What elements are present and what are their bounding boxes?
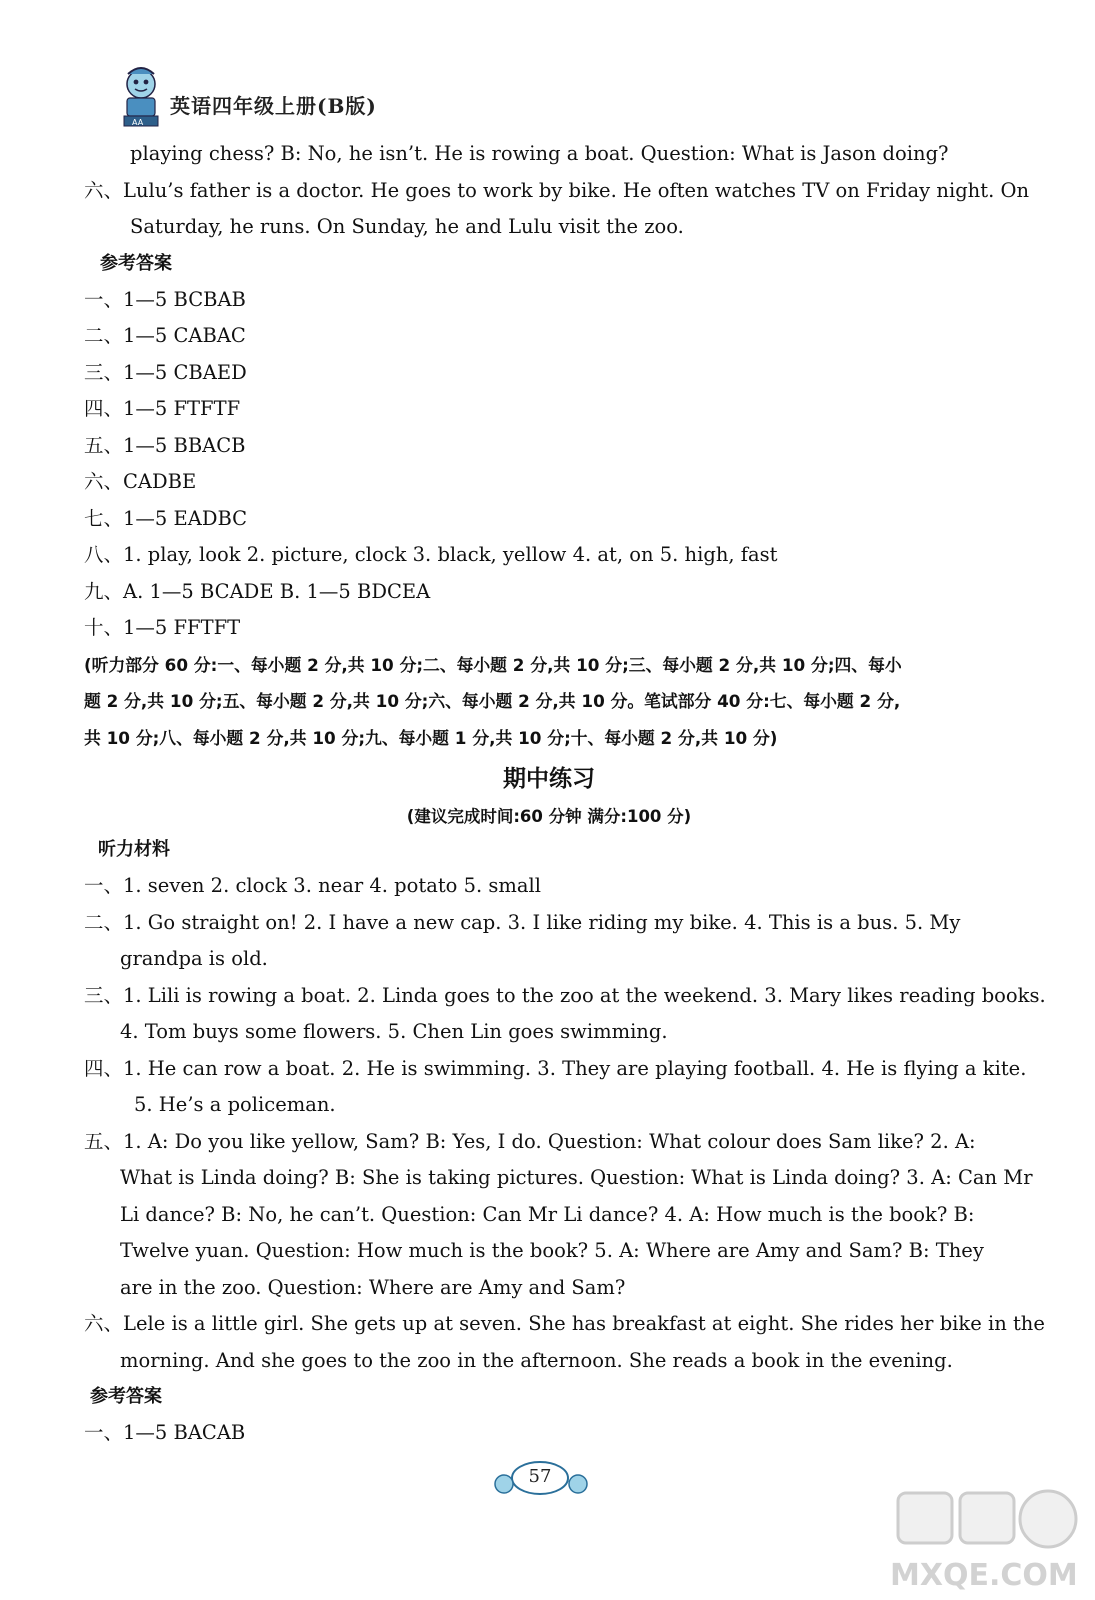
listening-line: 四、1. He can row a boat. 2. He is swimming. 3. They are playing football. 4. He is flying a kite.: [84, 1056, 1027, 1080]
page-number: [492, 1458, 602, 1498]
listening-line: 4. Tom buys some flowers. 5. Chen Lin goes swimming.: [120, 1020, 668, 1043]
listening-line: 一、1. seven 2. clock 3. near 4. potato 5. small: [84, 874, 542, 897]
text-line: Saturday, he runs. On Sunday, he and Lulu visit the zoo.: [130, 215, 684, 238]
listening-line: 五、1. A: Do you like yellow, Sam? B: Yes, I do. Question: What colour does Sam like? 2. A:: [84, 1129, 976, 1153]
answer-line: 九、A. 1—5 BCADE B. 1—5 BDCEA: [84, 579, 431, 603]
page-header: [118, 66, 538, 136]
section-subtitle: (建议完成时间:60 分钟 满分:100 分): [406, 807, 692, 826]
answer-line: 十、1—5 FFTFT: [84, 616, 241, 639]
page-content: [84, 136, 1046, 1452]
svg-text:AA: AA: [132, 118, 144, 127]
listening-heading: 听力材料: [98, 839, 170, 860]
listening-line: 六、Lele is a little girl. She gets up at seven. She has breakfast at eight. She rides her bike in the: [84, 1312, 1045, 1335]
answers-heading: 参考答案: [100, 252, 172, 274]
mascot-icon: [118, 66, 164, 132]
text-line: playing chess? B: No, he isn’t. He is rowing a boat. Question: What is Jason doing?: [130, 142, 949, 165]
scoring-note: 题 2 分,共 10 分;五、每小题 2 分,共 10 分;六、每小题 2 分,共 10 分。笔试部分 40 分:七、每小题 2 分,: [84, 691, 901, 711]
text-line: 六、Lulu’s father is a doctor. He goes to work by bike. He often watches TV on Friday night. On: [84, 178, 1030, 202]
answer-line: 一、1—5 BACAB: [84, 1421, 246, 1444]
scoring-note: 共 10 分;八、每小题 2 分,共 10 分;九、每小题 1 分,共 10 分;十、每小题 2 分,共 10 分): [84, 727, 778, 748]
answer-line: 一、1—5 BCBAB: [84, 287, 246, 311]
listening-line: 三、1. Lili is rowing a boat. 2. Linda goes to the zoo at the weekend. 3. Mary likes reading books.: [84, 983, 1046, 1007]
listening-line: are in the zoo. Question: Where are Amy and Sam?: [120, 1275, 626, 1299]
section-title: 期中练习: [503, 766, 595, 792]
answer-line: 二、1—5 CABAC: [84, 324, 246, 347]
scoring-note: (听力部分 60 分:一、每小题 2 分,共 10 分;二、每小题 2 分,共 10 分;三、每小题 2 分,共 10 分;四、每小: [84, 654, 902, 675]
listening-line: morning. And she goes to the zoo in the afternoon. She reads a book in the evening.: [120, 1348, 953, 1372]
answer-line: 四、1—5 FTFTF: [84, 397, 241, 420]
book-title: 英语四年级上册(B版): [170, 94, 377, 118]
listening-line: Twelve yuan. Question: How much is the book? 5. A: Where are Amy and Sam? B: They: [120, 1239, 984, 1262]
page-number-text: 57: [528, 1466, 552, 1487]
answer-line: 七、1—5 EADBC: [84, 506, 248, 530]
answer-line: 三、1—5 CBAED: [84, 360, 247, 384]
answers-heading: 参考答案: [90, 1386, 162, 1407]
listening-line: 5. He’s a policeman.: [134, 1093, 336, 1116]
svg-text:MXQE.COM: MXQE.COM: [890, 1558, 1078, 1593]
watermark-logo: [880, 1485, 1090, 1600]
listening-line: Li dance? B: No, he can’t. Question: Can Mr Li dance? 4. A: How much is the book? B:: [120, 1202, 975, 1226]
answer-line: 五、1—5 BBACB: [84, 433, 246, 457]
listening-line: 二、1. Go straight on! 2. I have a new cap. 3. I like riding my bike. 4. This is a bus. 5. My: [84, 910, 961, 934]
answer-line: 六、CADBE: [84, 470, 197, 493]
listening-line: grandpa is old.: [120, 947, 268, 970]
listening-line: What is Linda doing? B: She is taking pictures. Question: What is Linda doing? 3. A: Can Mr: [120, 1166, 1033, 1189]
answer-line: 八、1. play, look 2. picture, clock 3. black, yellow 4. at, on 5. high, fast: [84, 543, 778, 566]
